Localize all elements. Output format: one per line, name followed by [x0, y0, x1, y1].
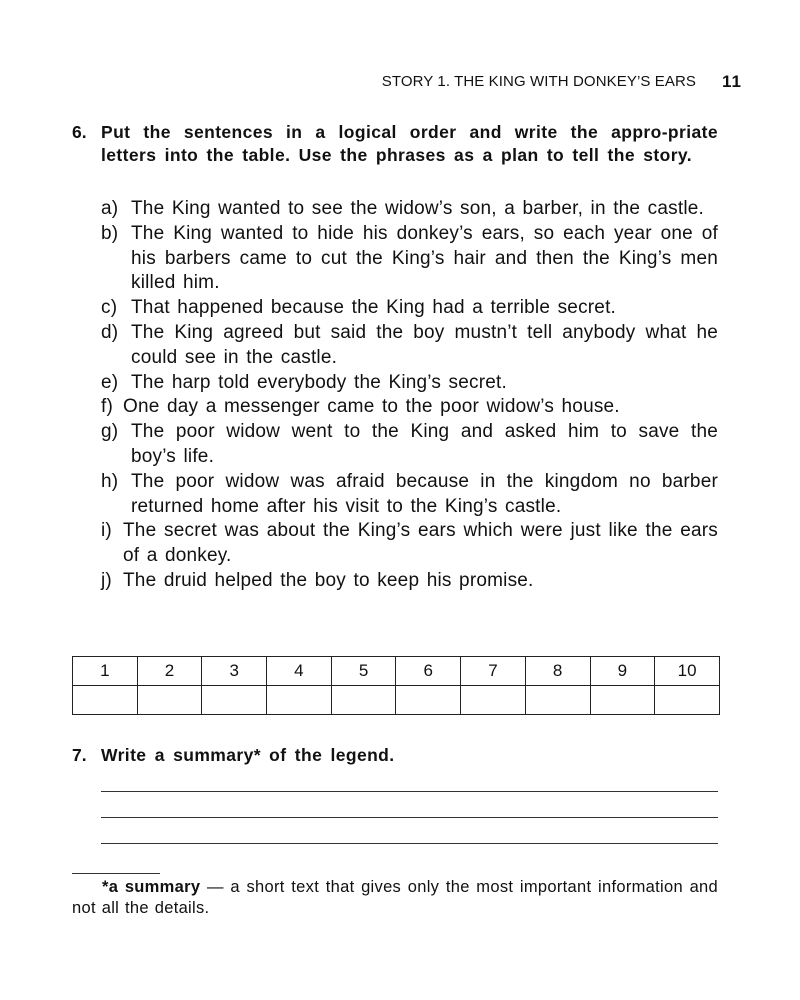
- sentence-text: The poor widow went to the King and asked him to save the boy’s life.: [131, 421, 718, 467]
- sentence-h: [101, 470, 718, 520]
- footnote-divider: [72, 873, 160, 874]
- sentence-text: The harp told everybody the King’s secret.: [131, 371, 507, 393]
- table-header-cell: 5: [331, 657, 396, 686]
- sentence-j: [101, 569, 718, 594]
- answer-cell-6[interactable]: [396, 686, 461, 715]
- sentence-c: [101, 296, 718, 321]
- sentence-letter: b): [101, 222, 119, 244]
- sentence-text: The King agreed but said the boy mustn’t tell anybody what he could see in the castle.: [131, 321, 718, 368]
- sentence-text: One day a messenger came to the poor widow’s house.: [123, 396, 620, 418]
- table-header-cell: 4: [267, 657, 332, 686]
- sentence-letter: g): [101, 421, 119, 443]
- table-header-cell: 8: [525, 657, 590, 686]
- answer-cell-3[interactable]: [202, 686, 267, 715]
- sentence-letter: e): [101, 371, 119, 393]
- running-title: STORY 1. THE KING WITH DONKEY’S EARS: [381, 73, 696, 90]
- task-7-instruction: Write a summary* of the legend.: [101, 745, 395, 765]
- sentence-g: [101, 420, 718, 470]
- answer-table-input-row: [73, 686, 720, 715]
- sentence-letter: d): [101, 321, 119, 343]
- writing-line-2[interactable]: [101, 817, 718, 818]
- footnote-term: *a summary: [102, 878, 201, 896]
- sentence-letter: a): [101, 198, 119, 219]
- writing-line-1[interactable]: [101, 791, 718, 792]
- answer-table-header-row: [73, 657, 720, 686]
- page-header: [72, 72, 742, 92]
- sentence-letter: i): [101, 520, 112, 542]
- task-6-number: 6.: [72, 122, 87, 142]
- sentence-text: That happened because the King had a terrible secret.: [131, 297, 617, 319]
- sentence-f: [101, 395, 718, 420]
- table-header-cell: 7: [461, 657, 526, 686]
- sentence-text: The poor widow was afraid because in the kingdom no barber returned home after his visit to the King’s castle.: [131, 470, 718, 517]
- answer-cell-9[interactable]: [590, 686, 655, 715]
- task-6-instruction: Put the sentences in a logical order and write the appro-priate letters into the table. Use the phrases as a plan to tell the story.: [101, 122, 718, 165]
- sentence-list: [101, 197, 718, 594]
- table-header-cell: 9: [590, 657, 655, 686]
- table-header-cell: 6: [396, 657, 461, 686]
- answer-cell-1[interactable]: [73, 686, 138, 715]
- answer-cell-8[interactable]: [525, 686, 590, 715]
- footnote-definition: — a short text that gives only the most important information and not all the details.: [72, 878, 718, 917]
- sentence-text: The druid helped the boy to keep his promise.: [123, 569, 534, 591]
- sentence-text: The secret was about the King’s ears which were just like the ears of a donkey.: [123, 520, 718, 567]
- table-header-cell: 1: [73, 657, 138, 686]
- answer-cell-10[interactable]: [655, 686, 720, 715]
- answer-cell-7[interactable]: [461, 686, 526, 715]
- page-number: 11: [722, 72, 742, 91]
- sentence-text: The King wanted to see the widow’s son, a barber, in the castle.: [131, 198, 704, 219]
- answer-cell-2[interactable]: [137, 686, 202, 715]
- sentence-b: [101, 222, 718, 296]
- sentence-letter: f): [101, 396, 114, 418]
- writing-line-3[interactable]: [101, 843, 718, 844]
- sentence-text: The King wanted to hide his donkey’s ears, so each year one of his barbers came to cut the King’s hair and then the King’s men killed him.: [131, 222, 718, 294]
- sentence-a: [101, 197, 718, 222]
- answer-cell-5[interactable]: [331, 686, 396, 715]
- table-header-cell: 2: [137, 657, 202, 686]
- sentence-letter: c): [101, 297, 118, 319]
- sentence-i: [101, 519, 718, 569]
- sentence-e: [101, 371, 718, 396]
- answer-cell-4[interactable]: [267, 686, 332, 715]
- sentence-letter: j): [101, 569, 112, 591]
- sentence-letter: h): [101, 470, 119, 492]
- footnote: [72, 877, 718, 919]
- table-header-cell: 10: [655, 657, 720, 686]
- sentence-d: [101, 321, 718, 371]
- task-7-number: 7.: [72, 745, 87, 765]
- answer-table: [72, 656, 720, 715]
- table-header-cell: 3: [202, 657, 267, 686]
